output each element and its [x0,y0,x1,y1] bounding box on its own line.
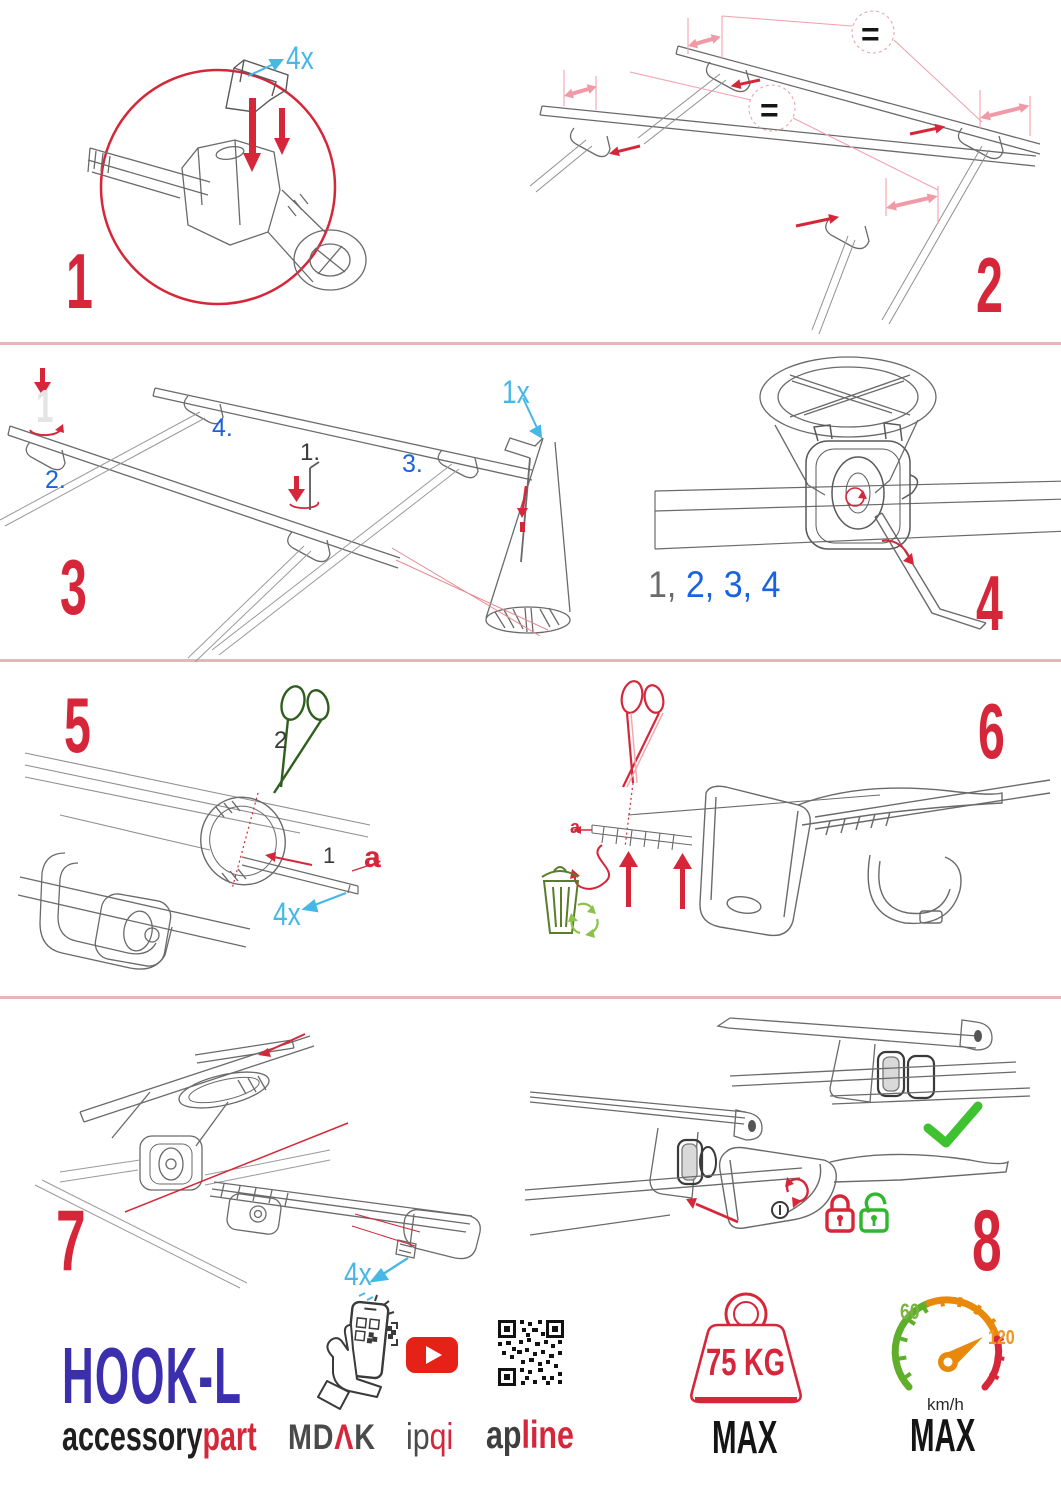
step5-slide-label: 1 [323,843,336,868]
crossbar-lineart [655,481,1061,549]
assembled-rack-top [718,1018,1030,1104]
bracket-cover-lineart [700,780,1050,935]
step5-qty-label: 4x [273,896,301,932]
step4-tighten-sequence [648,566,780,603]
sequence-first: 1, [648,564,677,605]
scissors-icon [619,679,666,847]
step5-number: 5 [64,681,91,769]
step2-number: 2 [976,241,1003,329]
checkmark-icon [928,1106,978,1143]
bar-cross-section [188,785,297,896]
foot-cover-cone [486,438,570,633]
equal-spacing-badge: = [760,92,779,128]
step3-qty-label: 1x [502,374,530,410]
mdak-caret: Λ [334,1418,355,1457]
step5-part-label: a [364,841,381,874]
crossbar-lineart [88,140,366,290]
step3-label-1: 1. [300,439,321,466]
step3-label-2: 2. [45,466,66,494]
equal-spacing-badge: = [861,16,880,52]
step4-number: 4 [976,559,1003,647]
lock-cover-part [720,1148,1008,1229]
qr-code [498,1320,564,1386]
ipqi-prefix: ip [406,1416,430,1457]
speed-unit: km/h [927,1395,964,1414]
padlock-unlocked-icon [861,1192,887,1231]
qty-leader-arrow [304,893,346,911]
ipqi-logo [406,1418,453,1455]
rack-frame-lineart [8,388,532,568]
brand-suffix: part [202,1413,257,1459]
equal-badges-and-leaders [564,11,1030,224]
step3-number: 3 [60,543,87,631]
ipqi-suffix: qi [429,1416,454,1457]
strip-lineart [592,795,880,850]
qty-leader-arrow [372,1258,408,1281]
mdak-k: K [354,1418,376,1457]
insert-arrows [243,98,290,172]
youtube-icon [405,1334,459,1376]
step1-qty-label: 4x [286,40,314,76]
step7-number: 7 [56,1193,86,1289]
assembled-rack-bottom [525,1092,802,1235]
bar-top-lineart [80,1036,314,1190]
apline-logo [486,1416,574,1455]
step5-cut-label: 2 [274,727,288,754]
max-weight-label: MAX [712,1411,778,1463]
step8-number: 8 [972,1193,1002,1289]
push-rotate-arrows [686,1177,808,1222]
max-speed-label: MAX [910,1409,976,1461]
bar-endcap-lineart [210,1182,480,1259]
apline-suffix: line [521,1414,574,1457]
brand-logo [62,1413,257,1459]
phone-scan-icon [315,1293,410,1418]
step6-part-label: a [570,817,581,837]
crossbars-lineart [540,46,1040,249]
step7-qty-label: 4x [344,1256,372,1292]
step6-number: 6 [978,687,1005,775]
apline-prefix: ap [486,1414,522,1457]
padlock-locked-icon [827,1196,853,1231]
step3-label-4: 4. [212,414,233,442]
leader-lines [392,548,548,636]
speed-tick-60: 60 [900,1299,920,1324]
torque-marks [30,368,321,508]
detail-circle [101,70,335,304]
step3-label-3: 3. [402,450,423,478]
mdak-logo [288,1420,376,1455]
cap-leader-lines [352,1214,420,1246]
sequence-rest: 2, 3, 4 [676,564,781,605]
mdak-md: MD [288,1418,335,1457]
max-weight-value: 75 KG [706,1342,786,1384]
speed-tick-120: 120 [988,1327,1015,1349]
foot-clamp-lineart [18,853,250,969]
step3-ghost-number: 1 [36,380,54,432]
hex-key-icon [875,513,986,629]
brand-prefix: accessory [62,1413,203,1459]
product-name-logo: HOOK-L [62,1331,243,1420]
step1-number: 1 [66,237,93,325]
